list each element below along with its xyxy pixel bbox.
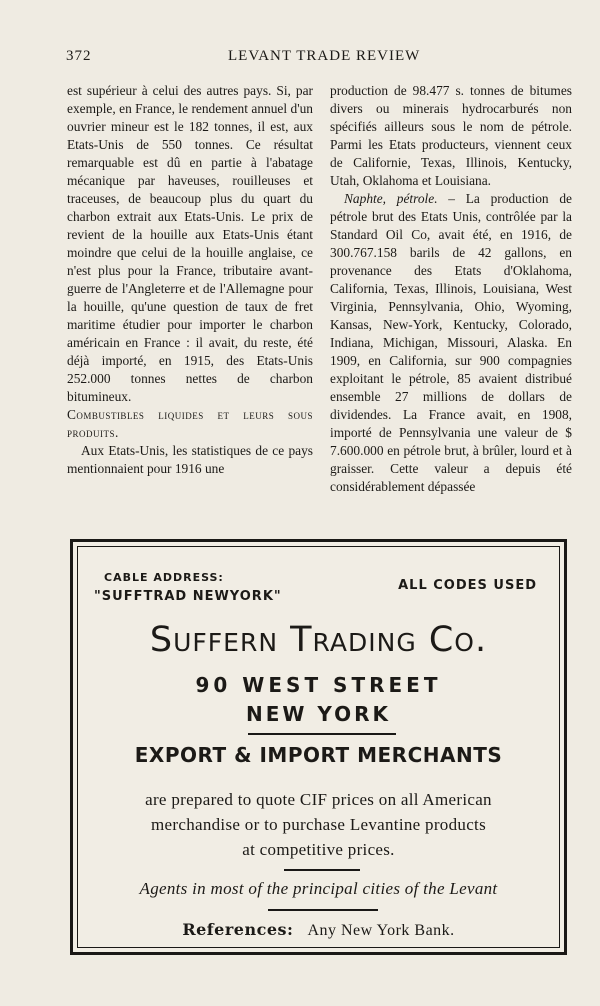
references-value: Any New York Bank. <box>307 922 455 939</box>
page-number: 372 <box>66 48 92 64</box>
left-paragraph-2: Aux Etats-Unis, les statistiques de ce pays mentionnaient pour 1916 une <box>67 443 313 476</box>
street-address: 90 WEST STREET <box>195 673 442 697</box>
section-heading: Combustibles liquides et leurs sous produits. <box>67 407 313 440</box>
left-column <box>67 82 313 478</box>
advertisement-inner-border <box>77 546 560 948</box>
references-label: References: <box>182 920 294 939</box>
right-paragraph-2-label: Naphte, pétrole. <box>344 191 438 206</box>
left-paragraph-1: est supérieur à celui des autres pays. Si, par exemple, en France, le rendement annuel d'un ouvrier mineur est le 182 tonnes, il est, aux Etats-Unis de 550 tonnes. Ce résultat remarquable est dû en partie à l'abatage mécanique par haveuses, rouilleuses et traceuses, de beaucoup plus du quart du charbon extrait aux Etats-Unis. Le prix de revient de la houille aux Etats-Unis étant moindre que celui de la houille anglaise, ce n'est plus pour la France, tributaire avant-guerre de l'Angleterre et de l'Allemagne pour la houille, qu'une question de taux de fret maritime étudier pour importer le charbon américain en France : il avait, du reste, été déjà importé, en 1915, des Etats-Unis 252.000 tonnes nettes de charbon bitumineux. <box>67 83 313 404</box>
advertisement-box <box>70 539 567 955</box>
company-name: Suffern Trading Co. <box>149 620 488 660</box>
divider-bottom <box>268 909 378 911</box>
codes-used: ALL CODES USED <box>398 578 537 593</box>
running-title: LEVANT TRADE REVIEW <box>228 48 421 64</box>
ad-body-line-2: merchandise or to purchase Levantine products <box>151 815 486 834</box>
business-type: EXPORT & IMPORT MERCHANTS <box>134 743 503 767</box>
right-column <box>330 82 572 496</box>
right-paragraph-2-text: – La production de pétrole brut des Etats Unis, contrôlée par la Standard Oil Co, avait été, en 1916, de 300.767.158 barils de 42 gallons, en provenance des Etats d'Oklahoma, California, Texas, Illinois, Louisiana, West Virginia, Pennsylvania, Ohio, Wyoming, Kansas, New-York, Kentucky, Colorado, Indiana, Michigan, Missouri, Alaska. En 1909, en California, sur 900 compagnies exploitant le pétrole, 85 avaient distribué ensemble 27 millions de dollars de dividendes. La France avait, en 1908, importé de Pennsylvania une valeur de $ 7.600.000 en pétrole brut, à brûler, lourd et à graisser. Cette valeur a depuis été considérablement dépassée <box>330 191 573 494</box>
page-header <box>66 48 546 68</box>
ad-body-line-3: at competitive prices. <box>242 840 395 859</box>
references-line <box>78 920 559 940</box>
ad-body-line-1: are prepared to quote CIF prices on all American <box>145 790 492 809</box>
city: NEW YORK <box>245 702 392 726</box>
right-paragraph-1: production de 98.477 s. tonnes de bitumes divers ou minerais hydrocarburés non spécifiés ailleurs sous le nom de pétrole. Parmi les Etats producteurs, viennent ceux de Californie, Texas, Illinois, Kentucky, Utah, Oklahoma et Louisiana. <box>330 83 572 188</box>
divider-top <box>248 733 396 735</box>
divider-middle <box>284 869 360 871</box>
agents-line: Agents in most of the principal cities of the Levant <box>139 879 498 898</box>
right-paragraph-2 <box>330 190 572 496</box>
cable-address: "SUFFTRAD NEWYORK" <box>94 589 282 604</box>
cable-address-label: CABLE ADDRESS: <box>104 571 224 584</box>
